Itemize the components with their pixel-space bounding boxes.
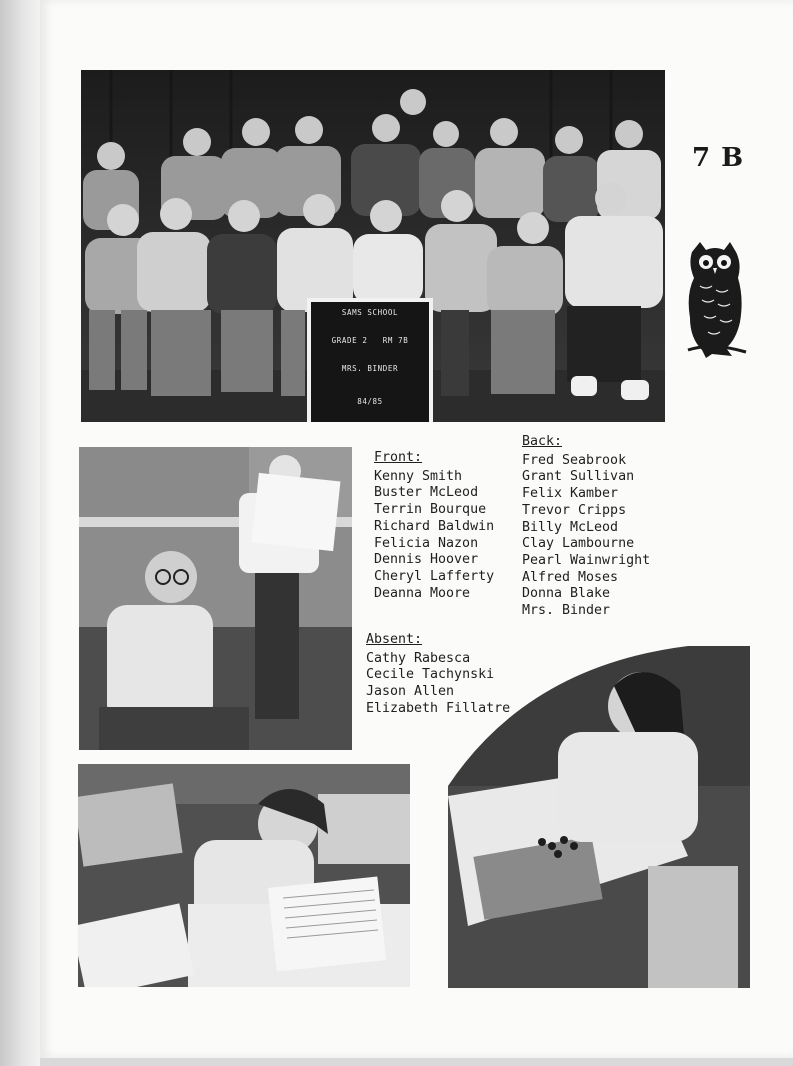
book-spine-shadow xyxy=(0,0,40,1066)
owl-icon xyxy=(682,238,748,362)
roster-back-name: Fred Seabrook xyxy=(522,452,627,468)
sign-school-year: 84/85 xyxy=(357,397,383,406)
roster-front-name: Terrin Bourque xyxy=(374,502,487,518)
roster-back-name: Pearl Wainwright xyxy=(522,552,651,568)
roster-front-name: Richard Baldwin xyxy=(374,518,495,534)
sign-grade-room: GRADE 2 RM 7B xyxy=(331,336,409,345)
roster-back-heading: Back: xyxy=(522,434,563,449)
roster-front-heading: Front: xyxy=(374,450,423,465)
roster-front-name: Buster McLeod xyxy=(374,485,479,501)
roster-back-name: Alfred Moses xyxy=(522,569,619,585)
roster-absent-heading: Absent: xyxy=(366,632,423,647)
sign-school-name: SAMS SCHOOL xyxy=(341,308,399,317)
roster-front-name: Felicia Nazon xyxy=(374,535,479,551)
roster-back-name: Clay Lambourne xyxy=(522,536,635,552)
roster-back-name: Grant Sullivan xyxy=(522,469,635,485)
craft-table-photo xyxy=(448,646,750,988)
page-number: 7 B xyxy=(692,143,745,173)
roster-back-name: Billy McLeod xyxy=(522,519,619,535)
roster-absent-name: Cathy Rabesca xyxy=(366,650,471,666)
roster-absent-name: Cecile Tachynski xyxy=(366,667,495,683)
class-sign-board xyxy=(311,302,429,422)
roster-back-name: Mrs. Binder xyxy=(522,603,611,619)
roster-back xyxy=(522,434,650,620)
roster-front xyxy=(374,450,494,602)
roster-absent-name: Elizabeth Fillatre xyxy=(366,700,511,716)
roster-absent-name: Jason Allen xyxy=(366,684,455,700)
reading-photo xyxy=(79,447,352,750)
writing-desk-photo xyxy=(78,764,410,987)
roster-back-name: Donna Blake xyxy=(522,586,611,602)
class-group-photo xyxy=(81,70,665,422)
roster-front-name: Cheryl Lafferty xyxy=(374,568,495,584)
roster-front-name: Deanna Moore xyxy=(374,585,471,601)
roster-front-name: Kenny Smith xyxy=(374,468,463,484)
roster-back-name: Felix Kamber xyxy=(522,486,619,502)
sign-teacher: MRS. BINDER xyxy=(341,364,399,373)
roster-back-name: Trevor Cripps xyxy=(522,502,627,518)
roster-front-name: Dennis Hoover xyxy=(374,552,479,568)
